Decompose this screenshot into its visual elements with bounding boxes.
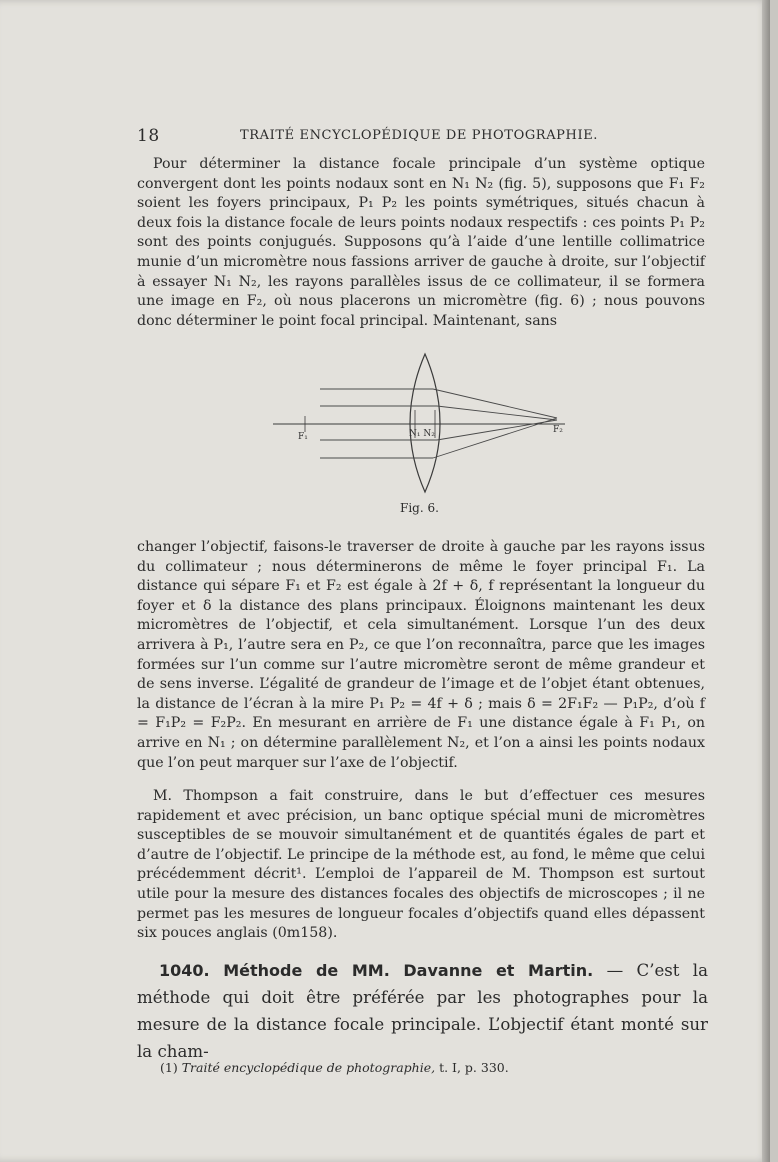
page-number: 18 <box>137 126 160 146</box>
running-title: TRAITÉ ENCYCLOPÉDIQUE DE PHOTOGRAPHIE. <box>240 128 599 143</box>
converging-ray <box>433 389 557 418</box>
footnote-mark: (1) <box>160 1060 178 1075</box>
lens-diagram <box>265 344 585 499</box>
page-edge <box>762 0 770 1162</box>
paragraph-text: Pour déterminer la distance focale principale d’un système optique convergent dont les points nodaux sont en N₁ N₂ (fig. 5), supposons que F₁ F₂ soient les foyers principaux, P₁ P₂ les points symétriques, situés chacun à deux fois la distance focale de leurs points nodaux respectifs : ces points P₁ P₂ sont des points conjugués. Supposons qu’à l’aide d’une lentille collimatrice munie d’un micromètre nous fassions arriver de gauche à droite, sur l’objectif à essayer N₁ N₂, les rayons parallèles issus de ce collimateur, il se formera une image en F₂, où nous placerons un micromètre (fig. 6) ; nous pouvons donc déterminer le point focal principal. Maintenant, sans <box>137 156 705 329</box>
section-title: 1040. Méthode de MM. Davanne et Martin. <box>159 961 594 980</box>
paragraph-1 <box>137 155 705 331</box>
converging-ray <box>437 406 557 420</box>
footnote <box>160 1060 509 1075</box>
footnote-title: Traité encyclopédique de photographie, <box>181 1060 436 1075</box>
figure-caption: Fig. 6. <box>400 501 439 515</box>
footnote-ref: t. I, p. 330. <box>439 1060 509 1075</box>
paragraph-2 <box>137 538 705 773</box>
label-n1n2: N₁ N₂ <box>409 429 435 439</box>
section-1040 <box>137 957 708 1065</box>
lens-outline <box>410 354 440 492</box>
paragraph-3 <box>137 787 705 944</box>
section-text: — C’est la méthode qui doit être préférée par les photographes pour la mesure de la distance focale principale. L’objectif étant monté sur la cham- <box>137 961 708 1061</box>
label-f2: F₂ <box>553 425 563 435</box>
paragraph-text: M. Thompson a fait construire, dans le but d’effectuer ces mesures rapidement et avec précision, un banc optique spécial muni de micromètres susceptibles de se mouvoir simultanément et de quantités égales de part et d’autre de l’objectif. Le principe de la méthode est, au fond, le même que celui précédemment décrit¹. L’emploi de l’appareil de M. Thompson est surtout utile pour la mesure des distances focales des objectifs de microscopes ; il ne permet pas les mesures de longueur focales d’objectifs quand elles dépassent six pouces anglais (0m158). <box>137 788 705 942</box>
label-f1: F₁ <box>298 432 308 442</box>
paragraph-text: changer l’objectif, faisons-le traverser de droite à gauche par les rayons issus du collimateur ; nous déterminerons de même le foyer principal F₁. La distance qui sépare F₁ et F₂ est égale à 2f + δ, f représentant la longueur du foyer et δ la distance des plans principaux. Éloignons maintenant les deux micromètres de l’objectif, et cela simultanément. Lorsque l’un des deux arrivera à P₁, l’autre sera en P₂, ce que l’on reconnaîtra, parce que les images formées sur l’un comme sur l’autre micromètre seront de même grandeur et de sens inverse. L’égalité de grandeur de l’image et de l’objet étant obtenues, la distance de l’écran à la mire P₁ P₂ = 4f + δ ; mais δ = 2F₁F₂ — P₁P₂, d’où f = F₁P₂ = F₂P₂. En mesurant en arrière de F₁ une distance égale à F₁ P₁, on arrive en N₁ ; on détermine parallèlement N₂, et l’on a ainsi les points nodaux que l’on peut marquer sur l’axe de l’objectif. <box>137 539 705 771</box>
